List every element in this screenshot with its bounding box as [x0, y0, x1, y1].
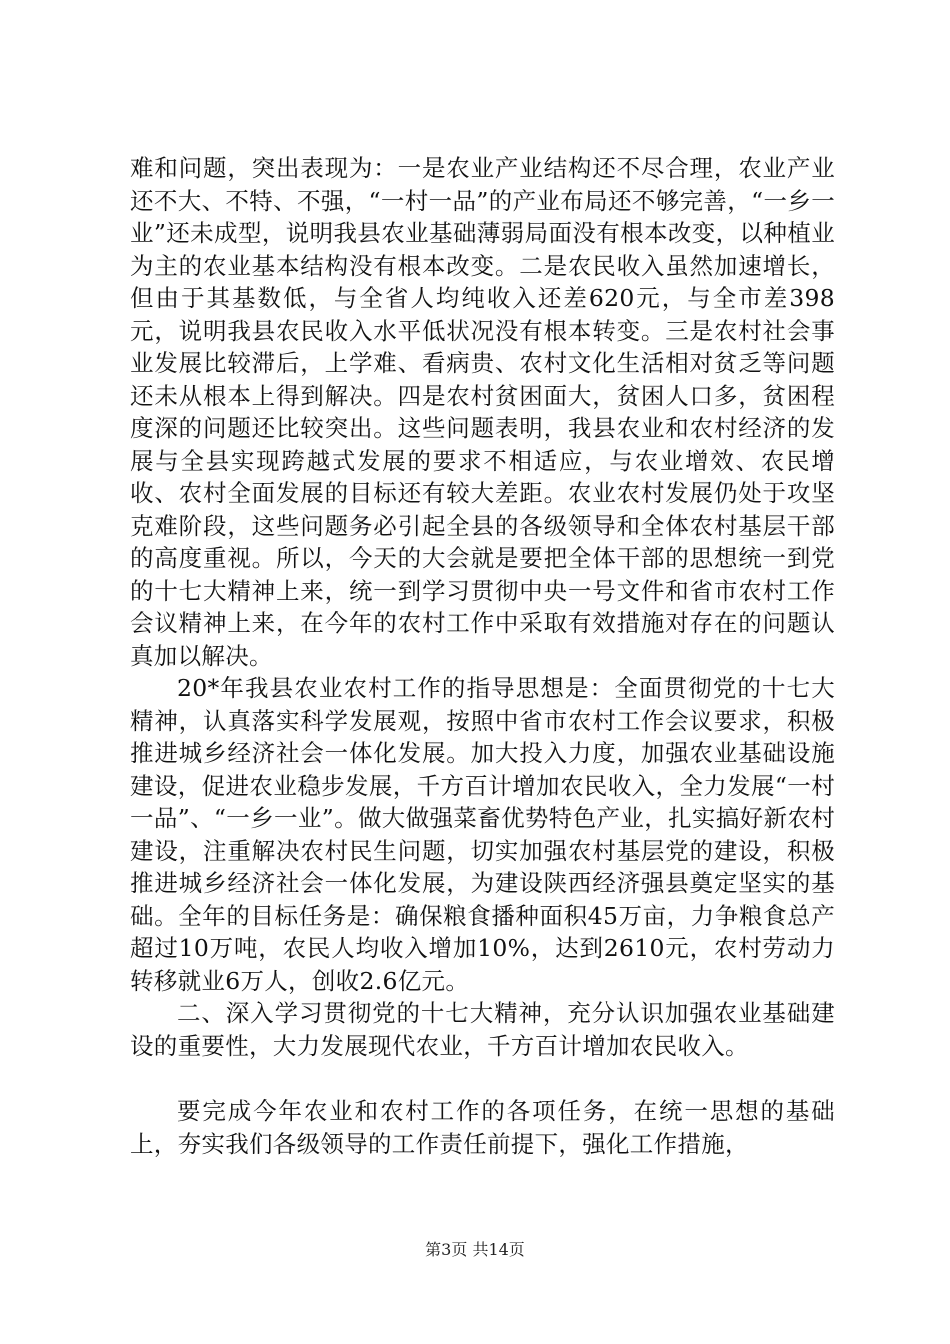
section-heading-two: 二、深入学习贯彻党的十七大精神，充分认识加强农业基础建设的重要性，大力发展现代农业，千方百计增加农民收入。: [130, 999, 835, 1060]
document-body: [130, 152, 835, 1160]
paragraph-problems: 难和问题，突出表现为：一是农业产业结构还不尽合理，农业产业还不大、不特、不强，“一村一品”的产业布局还不够完善，“一乡一业”还未成型，说明我县农业基础薄弱局面没有根本改变，以种植业为主的农业基本结构没有根本改变。二是农民收入虽然加速增长，但由于其基数低，与全省人均纯收入还差620元，与全市差398元，说明我县农民收入水平低状况没有根本转变。三是农村社会事业发展比较滞后，上学难、看病贵、农村文化生活相对贫乏等问题还未从根本上得到解决。四是农村贫困面大，贫困人口多，贫困程度深的问题还比较突出。这些问题表明，我县农业和农村经济的发展与全县实现跨越式发展的要求不相适应，与农业增效、农民增收、农村全面发展的目标还有较大差距。农业农村发展仍处于攻坚克难阶段，这些问题务必引起全县的各级领导和全体农村基层干部的高度重视。所以，今天的大会就是要把全体干部的思想统一到党的十七大精神上来，统一到学习贯彻中央一号文件和省市农村工作会议精神上来，在今年的农村工作中采取有效措施对存在的问题认真加以解决。: [130, 154, 835, 670]
page-number-footer: 第3页 共14页: [425, 1240, 525, 1259]
paragraph-tasks: 要完成今年农业和农村工作的各项任务，在统一思想的基础上，夯实我们各级领导的工作责任前提下，强化工作措施，: [130, 1097, 835, 1158]
paragraph-guiding-ideology: 20*年我县农业农村工作的指导思想是：全面贯彻党的十七大精神，认真落实科学发展观，按照中省市农村工作会议要求，积极推进城乡经济社会一体化发展。加大投入力度，加强农业基础设施建设，促进农业稳步发展，千方百计增加农民收入，全力发展“一村一品”、“一乡一业”。做大做强菜畜优势特色产业，扎实搞好新农村建设，注重解决农村民生问题，切实加强农村基层党的建设，积极推进城乡经济社会一体化发展，为建设陕西经济强县奠定坚实的基础。全年的目标任务是：确保粮食播种面积45万亩，力争粮食总产超过10万吨，农民人均收入增加10%，达到2610元，农村劳动力转移就业6万人，创收2.6亿元。: [130, 674, 835, 995]
